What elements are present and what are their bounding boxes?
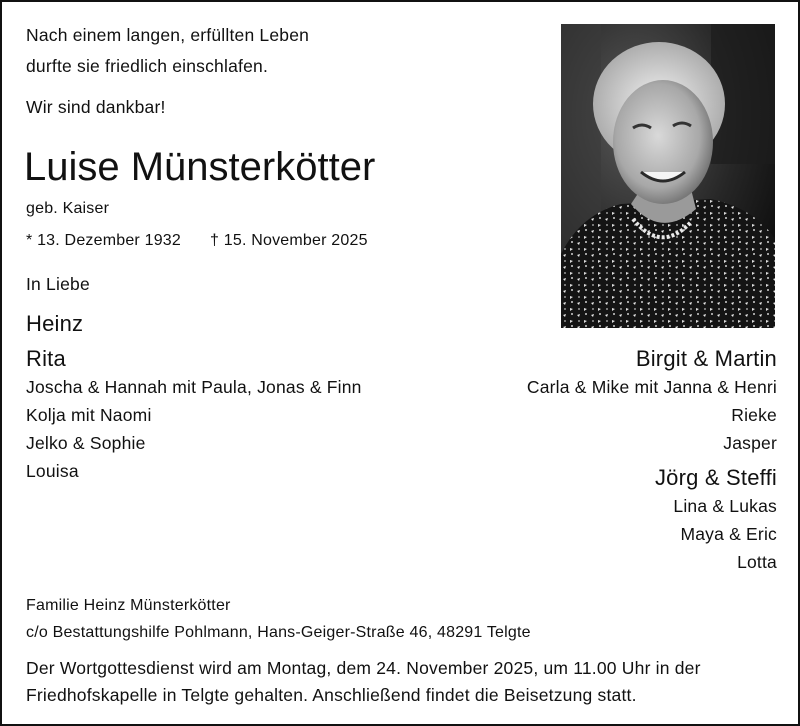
left-group-member: Louisa — [26, 461, 79, 481]
spouse-name: Heinz — [26, 311, 84, 336]
birth-date: * 13. Dezember 1932 — [26, 232, 182, 249]
address-family: Familie Heinz Münsterkötter — [26, 597, 231, 614]
right-group-2-member: Maya & Eric — [680, 524, 777, 544]
left-group-head: Rita — [26, 346, 66, 371]
maiden-name: geb. Kaiser — [26, 200, 110, 217]
right-group-2-member: Lotta — [737, 552, 777, 572]
left-group-member: Joscha & Hannah mit Paula, Jonas & Finn — [26, 377, 362, 397]
right-group-2-head: Jörg & Steffi — [654, 465, 777, 490]
portrait-illustration — [561, 24, 775, 328]
left-group-member: Jelko & Sophie — [26, 433, 146, 453]
right-group-1-member: Jasper — [723, 433, 777, 453]
address-street: c/o Bestattungshilfe Pohlmann, Hans-Geiger-Straße 46, 48291 Telgte — [26, 624, 531, 641]
intro-line-2: durfte sie friedlich einschlafen. — [26, 56, 269, 76]
deceased-name: Luise Münsterkötter — [24, 145, 376, 189]
service-line-2: Friedhofskapelle in Telgte gehalten. Anschließend findet die Beisetzung statt. — [26, 685, 637, 705]
death-date: † 15. November 2025 — [210, 232, 368, 249]
portrait-photo — [561, 24, 775, 328]
thanks-text: Wir sind dankbar! — [26, 97, 166, 117]
right-group-1-member: Carla & Mike mit Janna & Henri — [526, 377, 777, 397]
right-group-1-head: Birgit & Martin — [635, 346, 777, 371]
in-love-text: In Liebe — [26, 274, 90, 294]
intro-line-1: Nach einem langen, erfüllten Leben — [26, 25, 310, 45]
left-group-member: Kolja mit Naomi — [26, 405, 152, 425]
service-line-1: Der Wortgottesdienst wird am Montag, dem 24. November 2025, um 11.00 Uhr in der — [26, 658, 701, 678]
right-group-1-member: Rieke — [731, 405, 777, 425]
right-group-2-member: Lina & Lukas — [673, 496, 777, 516]
